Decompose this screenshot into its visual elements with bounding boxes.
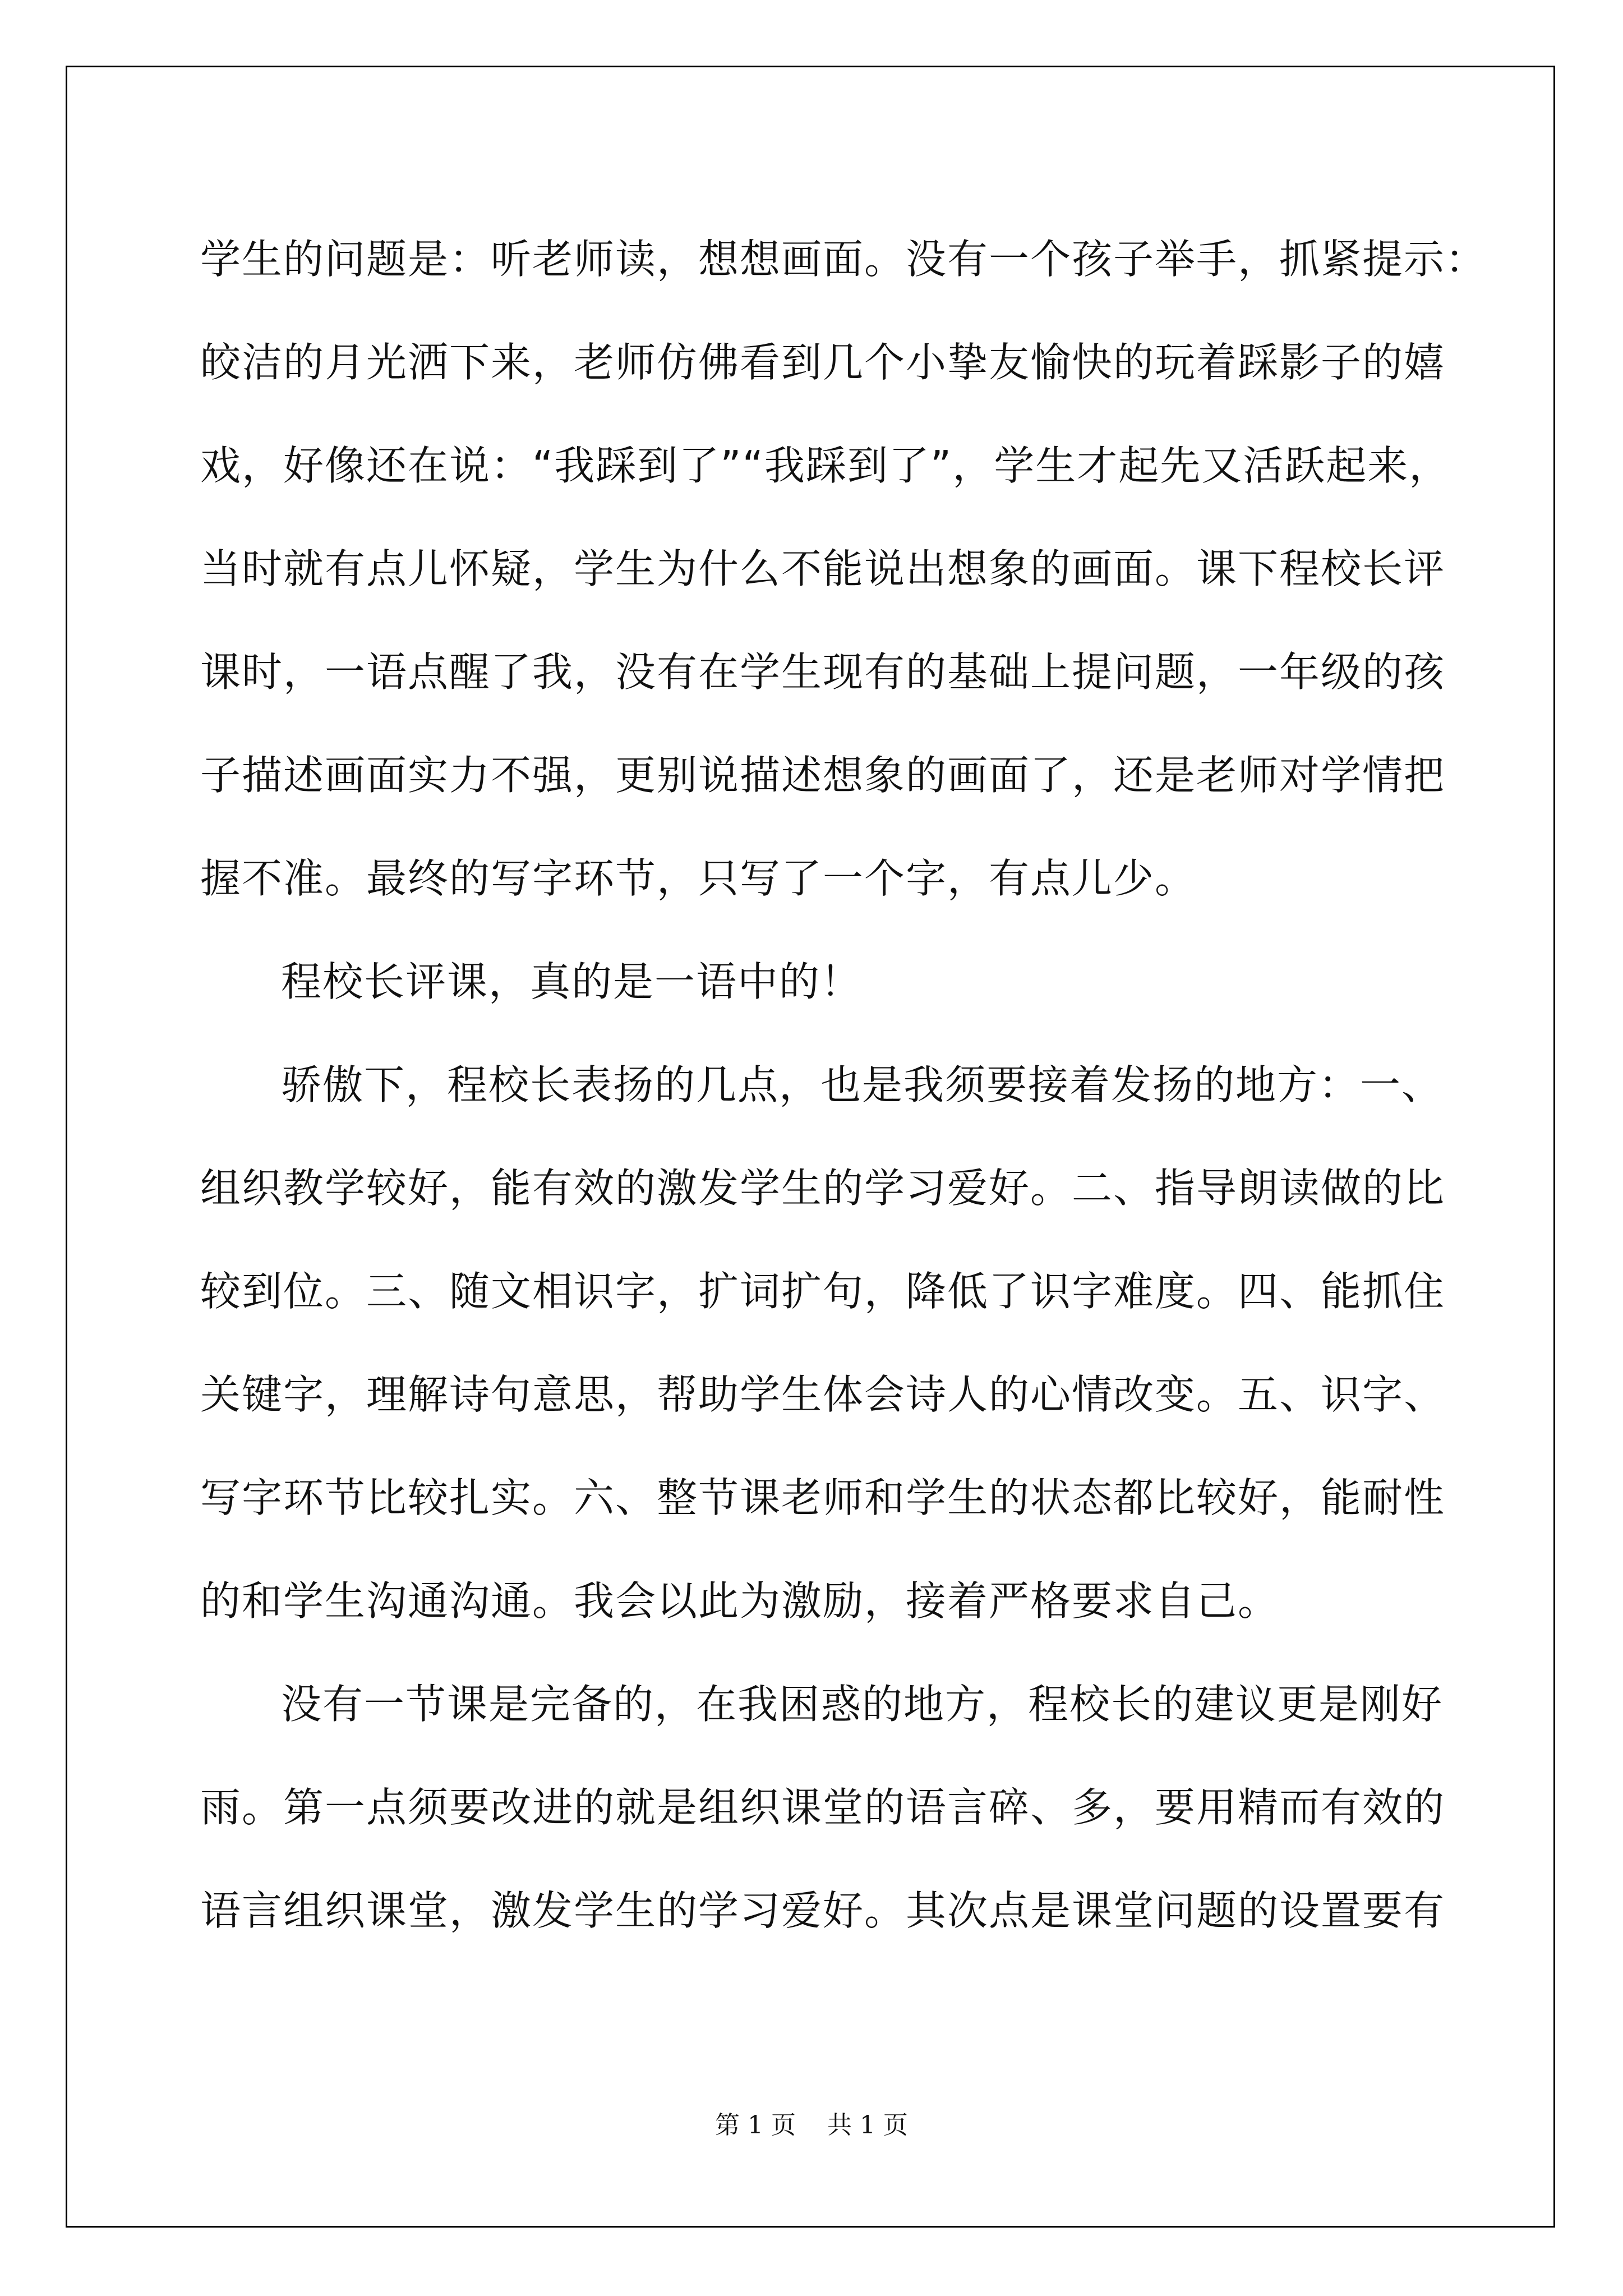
text-line-10: 组织教学较好，能有效的激发学生的学习爱好。二、指导朗读做的比 (200, 1165, 1446, 1212)
text-line-2: 皎洁的月光洒下来，老师仿佛看到几个小挚友愉快的玩着踩影子的嬉 (200, 339, 1446, 386)
page-number: 第 1 页 (715, 2111, 796, 2139)
text-line-16: 雨。第一点须要改进的就是组织课堂的语言碎、多，要用精而有效的 (200, 1784, 1446, 1831)
text-line-8: 程校长评课，真的是一语中的！ (281, 958, 863, 1005)
text-line-11: 较到位。三、随文相识字，扩词扩句，降低了识字难度。四、能抓住 (200, 1268, 1446, 1315)
text-line-1: 学生的问题是：听老师读，想想画面。没有一个孩子举手，抓紧提示： (200, 236, 1487, 283)
text-line-14: 的和学生沟通沟通。我会以此为激励，接着严格要求自己。 (200, 1577, 1280, 1625)
text-line-3: 戏，好像还在说：“我踩到了”“我踩到了”，学生才起先又活跃起来， (200, 442, 1451, 489)
text-line-6: 子描述画面实力不强，更别说描述想象的画面了，还是老师对学情把 (200, 752, 1446, 799)
page-footer (0, 2105, 1623, 2141)
text-line-7: 握不准。最终的写字环节，只写了一个字，有点儿少。 (200, 855, 1197, 902)
text-line-9: 骄傲下，程校长表扬的几点，也是我须要接着发扬的地方：一、 (281, 1061, 1444, 1108)
text-line-17: 语言组织课堂，激发学生的学习爱好。其次点是课堂问题的设置要有 (200, 1887, 1446, 1934)
text-line-15: 没有一节课是完备的，在我困惑的地方，程校长的建议更是刚好 (281, 1681, 1444, 1728)
text-line-4: 当时就有点儿怀疑，学生为什么不能说出想象的画面。课下程校长评 (200, 545, 1446, 592)
text-line-5: 课时，一语点醒了我，没有在学生现有的基础上提问题，一年级的孩 (200, 648, 1446, 696)
total-pages: 共 1 页 (827, 2111, 908, 2139)
document-body (200, 208, 1487, 1962)
text-line-13: 写字环节比较扎实。六、整节课老师和学生的状态都比较好，能耐性 (200, 1474, 1446, 1521)
text-line-12: 关键字，理解诗句意思，帮助学生体会诗人的心情改变。五、识字、 (200, 1371, 1446, 1418)
